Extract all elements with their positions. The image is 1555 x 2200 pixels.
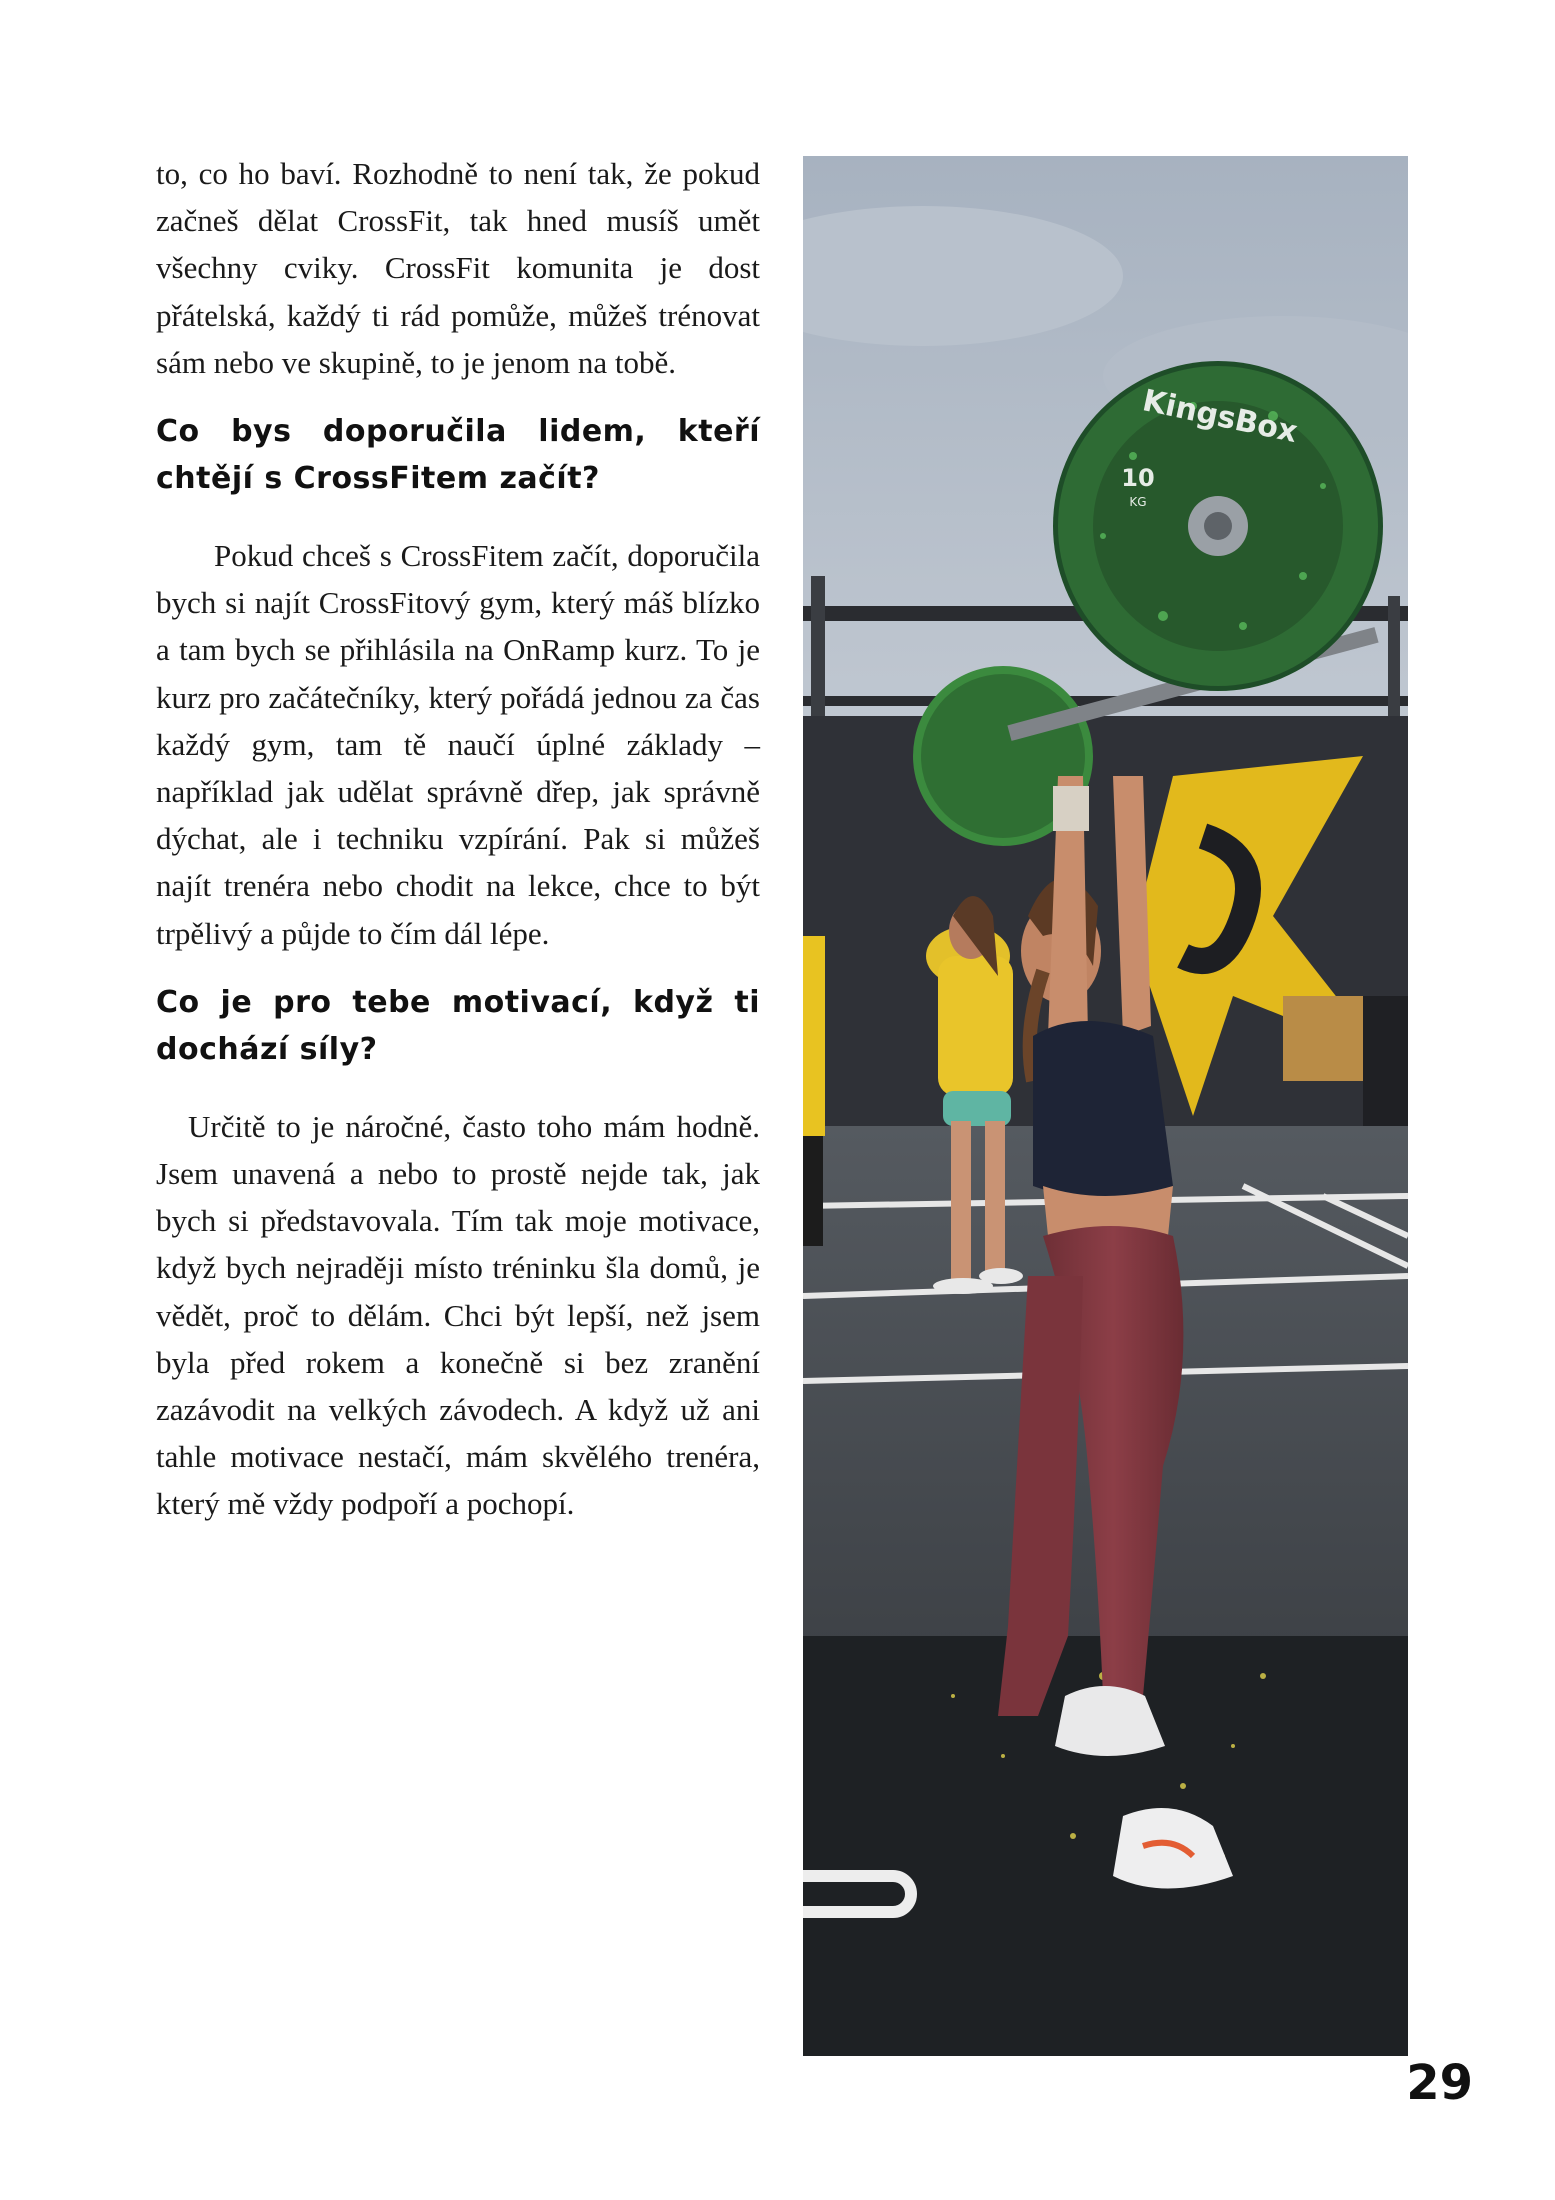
question-heading-start: Co bys doporučila lidem, kteří chtějí s CrossFitem začít?: [156, 414, 760, 497]
plate-unit-text: KG: [1129, 495, 1147, 509]
plate-brand-text: KingsBox: [1139, 383, 1301, 451]
question-heading-motivation: Co je pro tebe motivací, když ti dochází síly?: [156, 984, 760, 1067]
article-column: [156, 150, 760, 1528]
paragraph-answer-motivation: Určitě to je náročné, často toho mám hodně. Jsem unavená a nebo to prostě nejde tak, jak bych si představovala. Tím tak moje motivace, když bych nejraději místo tréninku šla domů, je vědět, proč to dělám. Chci být lepší, než jsem byla před rokem a konečně si bez zranění zazávodit na velkých závodech. A když už ani tahle motivace nestačí, mám skvělého trenéra, který mě vždy podpoří a pochopí.: [156, 1108, 760, 1522]
paragraph-answer-start: Pokud chceš s CrossFitem začít, doporučila bych si najít CrossFitový gym, který máš blízko a tam bych se přihlásila na OnRamp kurz. To je kurz pro začátečníky, který pořádá jednou za čas každý gym, tam tě naučí úplné základy – například jak udělat správně dřep, jak správně dýchat, ale i techniku vzpírání. Pak si můžeš najít trenéra nebo chodit na lekce, chce to být trpělivý a půjde to čím dál lépe.: [156, 538, 760, 951]
bumper-plate: [1053, 361, 1383, 691]
paragraph-intro-end: to, co ho baví. Rozhodně to není tak, že pokud začneš dělat CrossFit, tak hned musíš umět všechny cviky. CrossFit komunita je dost přátelská, každý ti rád pomůže, můžeš trénovat sám nebo ve skupině, to je jenom na tobě.: [156, 156, 760, 380]
weightlifting-photo: [803, 156, 1408, 2056]
plate-weight-text: 10: [1121, 464, 1155, 492]
page-number: 29: [1406, 2055, 1473, 2111]
